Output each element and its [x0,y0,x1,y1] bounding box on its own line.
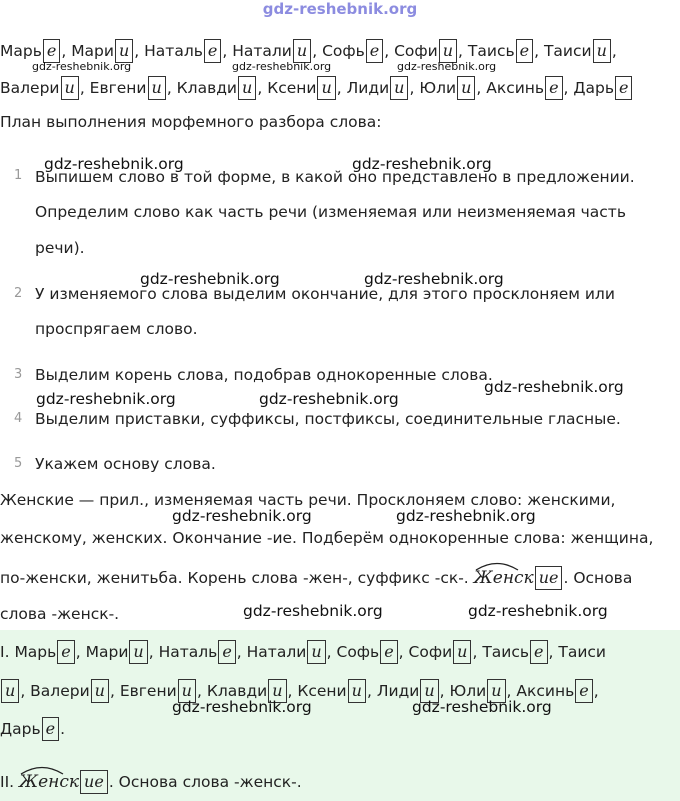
separator: , [384,42,395,60]
basis-text: . Основа слова -женск-. [108,773,302,791]
name-stem: Марь [14,643,57,661]
watermark: gdz-reshebnik.org [352,155,492,173]
ending-box: и [268,679,286,703]
name-stem: Таись [482,643,530,661]
separator: , [563,79,574,97]
name-stem: Аксинь [516,682,575,700]
separator: , [409,79,420,97]
analysis-line: женскому, женских. Окончание -ие. Подберём однокоренные слова: женщина, [0,529,654,547]
name-stem: Валери [0,79,60,97]
ending-box: е [530,640,547,664]
ending-box: и [317,76,335,100]
watermark: gdz-reshebnik.org [172,698,312,716]
watermark: gdz-reshebnik.org [484,378,624,396]
answer-line-3 [0,717,65,741]
step-text: Выделим приставки, суффиксы, постфиксы, соединительные гласные. [35,410,621,428]
name-stem: Юли [419,79,457,97]
separator: , [134,42,145,60]
ending-box: е [218,640,235,664]
name-stem: Софи [394,42,438,60]
ending-box: и [115,39,133,63]
watermark: gdz-reshebnik.org [44,155,184,173]
separator: , [366,682,377,700]
name-stem: Натали [246,643,307,661]
ending-box: е [43,39,60,63]
name-stem: Наталь [158,643,218,661]
separator: , [61,42,72,60]
step-text: речи). [35,239,85,257]
name-stem: Мари [71,42,114,60]
watermark: gdz-reshebnik.org [32,60,132,73]
ending-box: и [390,76,408,100]
ending-box: е [575,679,592,703]
separator: , [326,643,337,661]
root-arc-icon [474,559,520,571]
step-number: 5 [14,456,23,471]
watermark: gdz-reshebnik.org [140,270,280,288]
name-stem: Дарь [573,79,614,97]
name-stem: Валери [30,682,90,700]
separator: , [548,643,559,661]
ending-box: е [380,640,397,664]
ending-box: и [420,679,438,703]
separator: , [257,79,268,97]
separator: . [60,720,65,738]
separator: , [75,643,86,661]
separator: , [196,682,207,700]
name-stem: Ксени [297,682,347,700]
root-arc-icon [19,763,65,775]
answer-label-1: I. [0,643,15,661]
ending-box: и [129,640,147,664]
analysis-line-morph [0,566,632,590]
watermark: gdz-reshebnik.org [364,270,504,288]
separator: , [222,42,233,60]
separator: , [476,79,487,97]
ending-box: и [178,679,196,703]
name-stem: Марь [0,42,42,60]
name-stem: Таись [467,42,515,60]
separator: , [439,682,450,700]
separator: , [79,79,90,97]
separator: , [336,79,347,97]
ending-box: е [516,39,533,63]
ending-box: и [293,39,311,63]
ending-box: ие [80,770,108,794]
name-stem: Лиди [376,682,420,700]
separator: , [148,643,159,661]
watermark: gdz-reshebnik.org [468,602,608,620]
name-stem: Клавди [176,79,238,97]
separator: , [287,682,298,700]
step-text: Укажем основу слова. [35,455,216,473]
ending-box: и [593,39,611,63]
ending-box: е [204,39,221,63]
answer-line-1 [0,640,606,664]
ending-box: и [348,679,366,703]
separator: , [593,682,599,700]
name-stem: Таиси [543,42,592,60]
step-number: 1 [14,168,23,183]
analysis-line: Женские — прил., изменяемая часть речи. Просклоняем слово: женскими, [0,491,616,509]
step-text: Определим слово как часть речи (изменяемая или неизменяемая часть [35,203,626,221]
watermark: gdz-reshebnik.org [412,698,552,716]
watermark: gdz-reshebnik.org [36,390,176,408]
ending-box: е [42,717,59,741]
watermark: gdz-reshebnik.org [243,602,383,620]
watermark: gdz-reshebnik.org [232,60,332,73]
morph-stem: Женск [19,772,80,792]
name-stem: Софь [336,643,380,661]
name-stem: Евгени [119,682,177,700]
step-number: 4 [14,411,23,426]
step-text: Выделим корень слова, подобрав однокоренные слова. [35,366,493,384]
name-stem: Мари [85,643,129,661]
plan-title: План выполнения морфемного разбора слова: [0,113,382,131]
watermark: gdz-reshebnik.org [259,390,399,408]
separator: , [20,682,31,700]
separator: , [166,79,177,97]
names-line-2 [0,76,633,100]
analysis-text: по-женски, женитьба. Корень слова -жен-, суффикс -ск-. [0,569,469,587]
ending-box: ие [535,566,563,590]
morpheme-diagram [474,568,534,588]
name-stem: Юли [449,682,487,700]
ending-box: и [487,679,505,703]
analysis-line: слова -женск-. [0,605,120,623]
step-text: У изменяемого слова выделим окончание, для этого просклоняем или [35,285,615,303]
analysis-text: . Основа [563,569,633,587]
name-stem: Лиди [346,79,390,97]
separator: , [312,42,323,60]
ending-box: и [148,76,166,100]
answer-label-2: II. [0,773,15,791]
separator: , [236,643,247,661]
name-stem: Таиси [558,643,607,661]
separator: , [472,643,483,661]
ending-box: и [1,679,19,703]
site-watermark-top: gdz-reshebnik.org [262,0,418,18]
name-stem: Евгени [89,79,147,97]
separator: , [109,682,120,700]
ending-box: и [439,39,457,63]
ending-box: и [457,76,475,100]
name-stem: Софи [408,643,453,661]
separator: , [506,682,517,700]
separator: , [398,643,409,661]
ending-box: и [61,76,79,100]
morpheme-diagram [19,772,79,792]
watermark: gdz-reshebnik.org [396,507,536,525]
separator: , [534,42,544,60]
ending-box: е [545,76,562,100]
name-stem: Наталь [144,42,203,60]
name-stem: Натали [232,42,292,60]
ending-box: е [57,640,74,664]
ending-box: е [615,76,632,100]
name-stem: Софь [322,42,365,60]
morph-stem: Женск [473,568,534,588]
step-number: 2 [14,286,23,301]
name-stem: Ксени [267,79,317,97]
ending-box: и [453,640,471,664]
watermark: gdz-reshebnik.org [397,60,497,73]
step-number: 3 [14,367,23,382]
ending-box: и [238,76,256,100]
separator: , [611,42,617,60]
watermark: gdz-reshebnik.org [172,507,312,525]
ending-box: и [91,679,109,703]
name-stem: Аксинь [486,79,545,97]
ending-box: и [307,640,325,664]
name-stem: Клавди [206,682,268,700]
ending-box: е [366,39,383,63]
separator: , [458,42,468,60]
answer-line-4 [0,770,302,794]
name-stem: Дарь [0,720,41,738]
step-text: проспрягаем слово. [35,320,198,338]
step-text: Выпишем слово в той форме, в какой оно представлено в предложении. [35,168,635,186]
